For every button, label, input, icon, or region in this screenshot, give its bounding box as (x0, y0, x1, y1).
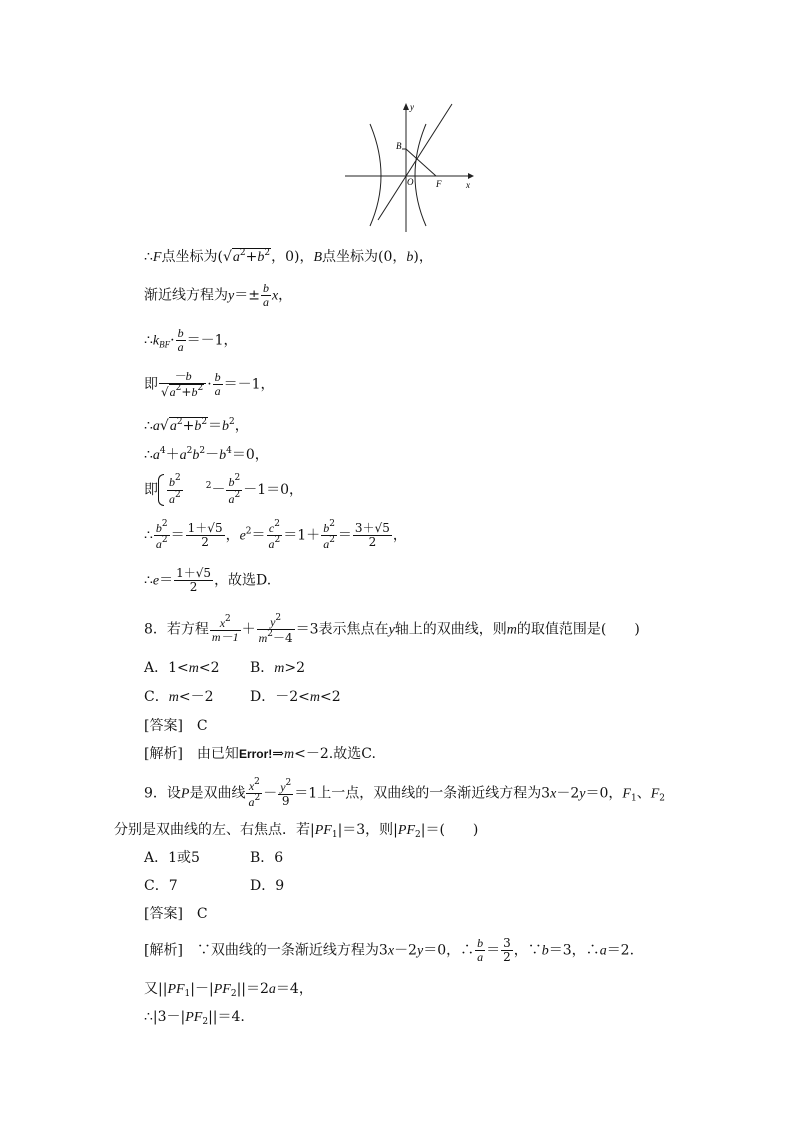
q9-option-a: A．1或5 (144, 850, 200, 866)
q8-answer: [答案] C (144, 718, 208, 734)
solution-line-1: ∴F点坐标为($√a^2+b^2$，0)，B点坐标为(0，b)， (144, 248, 433, 265)
question-9-stem: 9．设P是双曲线 $\frac{x^2}{a^2}$ － $\frac{y^2}{9}$ ＝1上一点，双曲线的一条渐近线方程为3x－2y＝0，$F_1$、$F_2$ (144, 777, 665, 810)
question-9-stem-cont: 分别是双曲线的左、右焦点．若$|PF_1|=3$，则$|PF_2|=$( ) (114, 822, 479, 840)
q9-analysis-line-3: $\therefore|3-|PF_2||=4$. (144, 1009, 245, 1027)
solution-line-9: ∴e＝ $\frac{1+√5}{2}$ ，故选D. (144, 566, 272, 595)
label-origin: O (407, 177, 414, 187)
q9-option-d: D．9 (250, 878, 285, 894)
q9-analysis-line-2: 又$||PF_1|-|PF_2||=2a=4$， (144, 981, 313, 999)
solution-line-4: 即 $\frac{-b}{√a^2+b^2}$ · $\frac{b}{a}$ ＝－1， (144, 369, 275, 400)
q8-option-c: C．m<－2 (144, 689, 214, 705)
q9-analysis: [解析] ∵双曲线的一条渐近线方程为3x－2y＝0，∴ $\frac{b}{a}$ ＝ $\frac{3}{2}$ ，∵b＝3，∴a＝2. (144, 936, 635, 965)
q8-analysis: [解析] 由已知Error!⇒m<－2.故选C. (144, 746, 376, 762)
q9-option-c: C．7 (144, 878, 178, 894)
y-axis-arrow (403, 103, 409, 110)
label-f: F (436, 179, 442, 189)
solution-line-2: 渐近线方程为y＝± $\frac{b}{a}$ x， (144, 281, 293, 310)
q9-answer: [答案] C (144, 906, 208, 922)
hyperbola-figure (340, 98, 480, 234)
solution-line-7: 即 $\frac{b^2}{a^2}$ $^2$－ $\frac{b^2}{a^2}$ －1＝0， (144, 473, 304, 506)
hyperbola-left-branch (370, 124, 381, 226)
solution-line-6: $\therefore a^4+a^2b^2-b^4=0$， (144, 446, 269, 463)
q8-option-a: A．1<m<2 (144, 660, 220, 676)
label-y: y (410, 102, 414, 112)
q8-option-b: B．m>2 (250, 660, 306, 676)
q9-option-b: B．6 (250, 850, 284, 866)
q8-option-d: D．－2<m<2 (250, 689, 341, 705)
solution-line-3: $\therefore k_{BF}\cdot$ $\frac{b}{a}$ ＝－1， (144, 326, 238, 355)
solution-line-5: $\therefore a√a^2+b^2=b^2$， (144, 417, 249, 434)
label-x: x (466, 180, 470, 190)
x-axis-arrow (468, 173, 474, 179)
hyperbola-right-branch (415, 124, 426, 226)
solution-line-8: ∴ $\frac{b^2}{a^2}$ ＝ $\frac{1+√5}{2}$ ，$e^2=$ $\frac{c^2}{a^2}$ ＝1＋ $\frac{b^2}{a^2}$ ＝ $\frac{3+√5}{2}$ ， (144, 519, 407, 552)
question-8-stem: 8．若方程 $\frac{x^2}{m-1}$ ＋ $\frac{y^2}{m^2-4}$ ＝3表示焦点在y轴上的双曲线，则m的取值范围是( ) (144, 613, 640, 646)
asymptote-line (378, 104, 452, 220)
label-b: B (396, 141, 402, 151)
